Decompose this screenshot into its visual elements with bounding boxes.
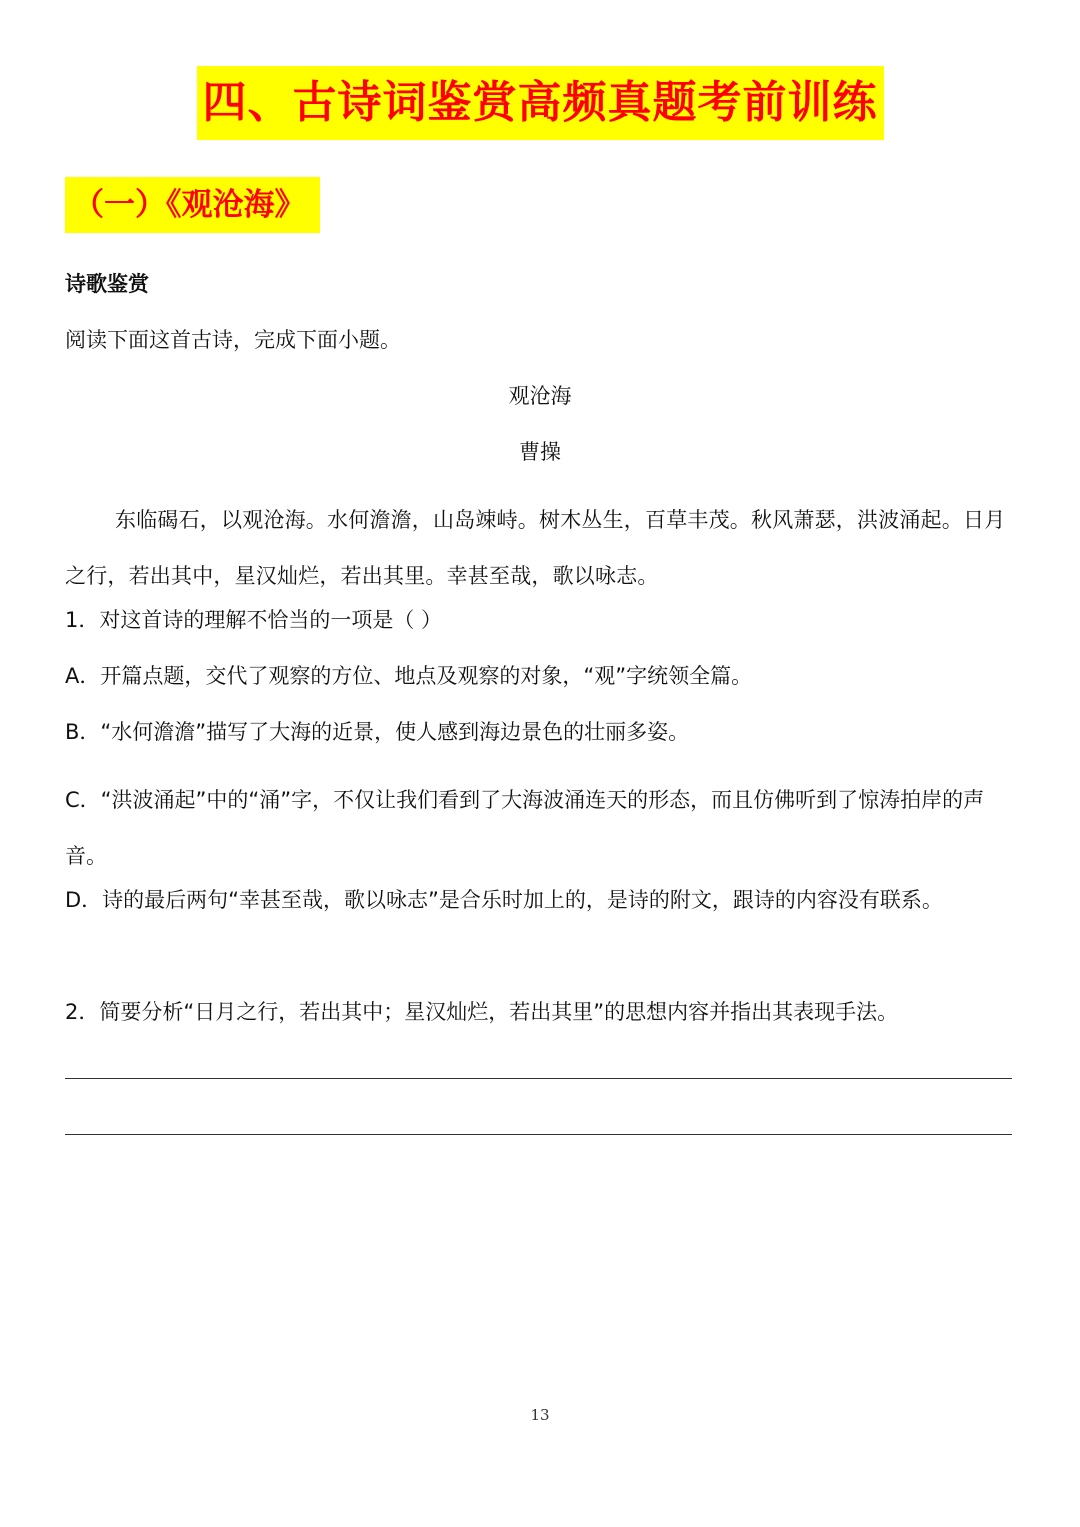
poem-body: 东临碣石，以观沧海。水何澹澹，山岛竦峙。树木丛生，百草丰茂。秋风萧瑟，洪波涌起。日月之行，若出其中，星汉灿烂，若出其里。幸甚至哉，歌以咏志。	[65, 508, 1006, 588]
question-1-stem: 1．对这首诗的理解不恰当的一项是（ ）	[65, 608, 443, 632]
section-label: 诗歌鉴赏	[65, 272, 149, 296]
section-title: （一）《观沧海》	[65, 177, 320, 233]
question-1-option-b: B．“水何澹澹”描写了大海的近景，使人感到海边景色的壮丽多姿。	[65, 720, 690, 744]
poem-author: 曹操	[519, 440, 561, 464]
instruction-text: 阅读下面这首古诗，完成下面小题。	[65, 328, 401, 352]
page-number: 13	[530, 1406, 550, 1424]
poem-title: 观沧海	[508, 384, 572, 408]
question-2-stem: 2．简要分析“日月之行，若出其中；星汉灿烂，若出其里”的思想内容并指出其表现手法。	[65, 1000, 899, 1024]
main-title-container	[0, 66, 1080, 140]
main-title: 四、古诗词鉴赏高频真题考前训练	[197, 66, 884, 140]
question-1-option-a: A．开篇点题，交代了观察的方位、地点及观察的对象，“观”字统领全篇。	[65, 664, 753, 688]
question-1-option-d: D．诗的最后两句“幸甚至哉，歌以咏志”是合乐时加上的，是诗的附文，跟诗的内容没有联系。	[65, 888, 943, 912]
answer-line-2	[65, 1134, 1012, 1135]
answer-line-1	[65, 1078, 1012, 1079]
question-1-option-c: C．“洪波涌起”中的“涌”字，不仅让我们看到了大海波涌连天的形态，而且仿佛听到了惊涛拍岸的声音。	[65, 788, 985, 868]
